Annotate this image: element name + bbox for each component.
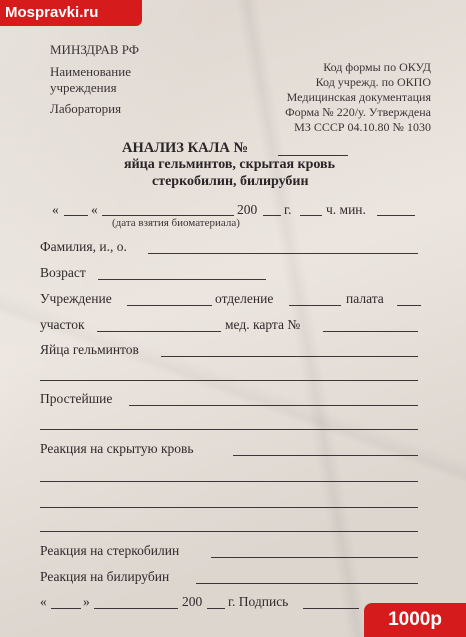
stercobilin-label: Реакция на стеркобилин xyxy=(40,543,180,558)
okpo-code-label: Код учрежд. по ОКПО xyxy=(315,75,431,89)
bilirubin-line[interactable] xyxy=(196,583,418,584)
helminth-eggs-line-2[interactable] xyxy=(40,380,418,381)
occult-blood-line[interactable] xyxy=(233,455,418,456)
hours-label: ч. мин. xyxy=(326,202,366,217)
date-year-prefix: 200 xyxy=(237,202,258,217)
footer-year-prefix: 200 xyxy=(182,594,203,609)
occult-blood-line-2[interactable] xyxy=(40,481,418,482)
stercobilin-line[interactable] xyxy=(211,557,418,558)
surname-label: Фамилия, и., о. xyxy=(40,239,127,254)
analysis-number-line[interactable] xyxy=(278,155,348,156)
med-doc-label: Медицинская документация xyxy=(286,90,431,104)
district-line[interactable] xyxy=(97,331,221,332)
protozoa-label: Простейшие xyxy=(40,391,113,406)
analysis-subtitle-1: яйца гельминтов, скрытая кровь xyxy=(124,157,336,172)
date-quote-open: « xyxy=(52,202,59,217)
price-badge: 1000р xyxy=(364,603,466,637)
occult-blood-line-4[interactable] xyxy=(40,531,418,532)
site-watermark: Mospravki.ru xyxy=(0,0,142,26)
institution-label: Учреждение xyxy=(40,291,112,306)
analysis-subtitle-2: стеркобилин, билирубин xyxy=(152,174,309,189)
occult-blood-label: Реакция на скрытую кровь xyxy=(40,441,194,456)
age-line[interactable] xyxy=(98,279,266,280)
footer-month-line[interactable] xyxy=(94,608,178,609)
signature-line[interactable] xyxy=(303,608,359,609)
ministry-label: МИНЗДРАВ РФ xyxy=(50,42,140,57)
med-card-line[interactable] xyxy=(323,331,418,332)
hour-line[interactable] xyxy=(300,215,322,216)
helminth-eggs-label: Яйца гельминтов xyxy=(40,342,139,357)
bilirubin-label: Реакция на билирубин xyxy=(40,569,170,584)
date-quote-2: « xyxy=(91,202,98,217)
surname-line[interactable] xyxy=(148,253,418,254)
approval-label: МЗ СССР 04.10.80 № 1030 xyxy=(294,120,431,134)
year-line[interactable] xyxy=(263,215,281,216)
institution-name-label: Наименование xyxy=(50,64,131,79)
footer-quote-close: » xyxy=(83,594,90,609)
minutes-line[interactable] xyxy=(377,215,415,216)
okud-code-label: Код формы по ОКУД xyxy=(323,60,431,74)
helminth-eggs-line[interactable] xyxy=(161,356,418,357)
lab-label: Лаборатория xyxy=(50,101,122,116)
institution-name-label-2: учреждения xyxy=(50,80,117,95)
district-label: участок xyxy=(40,317,85,332)
date-caption: (дата взятия биоматериала) xyxy=(112,217,240,229)
analysis-title: АНАЛИЗ КАЛА № xyxy=(122,140,249,156)
footer-quote-open: « xyxy=(40,594,47,609)
ward-label: палата xyxy=(346,291,384,306)
occult-blood-line-3[interactable] xyxy=(40,507,418,508)
protozoa-line[interactable] xyxy=(129,405,418,406)
date-year-suffix: г. xyxy=(284,202,292,217)
med-card-label: мед. карта № xyxy=(225,317,301,332)
ward-line[interactable] xyxy=(397,305,421,306)
day-line[interactable] xyxy=(64,215,88,216)
age-label: Возраст xyxy=(40,265,86,280)
department-label: отделение xyxy=(215,291,274,306)
footer-day-line[interactable] xyxy=(51,608,81,609)
month-line[interactable] xyxy=(102,215,234,216)
signature-label: г. Подпись xyxy=(228,594,289,609)
footer-year-line[interactable] xyxy=(207,608,225,609)
institution-line[interactable] xyxy=(127,305,212,306)
department-line[interactable] xyxy=(289,305,341,306)
form-number-label: Форма № 220/у. Утверждена xyxy=(285,105,431,119)
protozoa-line-2[interactable] xyxy=(40,429,418,430)
